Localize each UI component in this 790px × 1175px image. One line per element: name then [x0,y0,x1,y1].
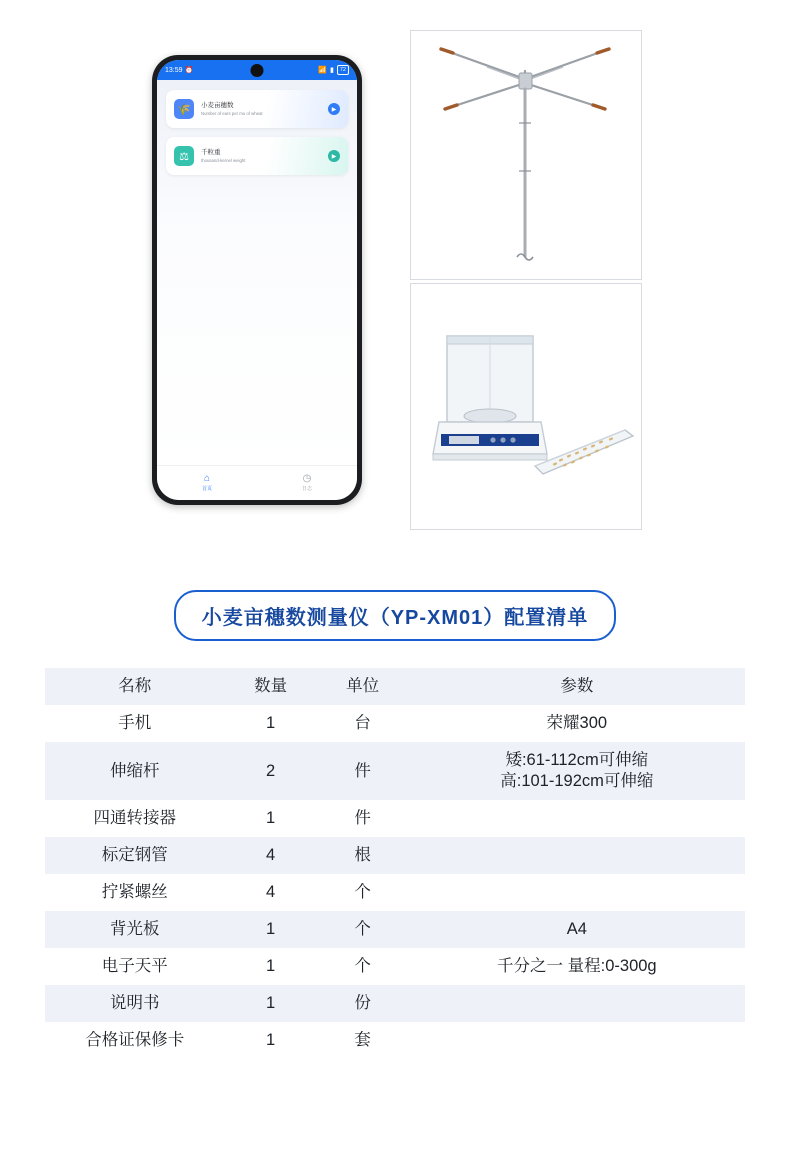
cell-unit: 根 [354,846,371,864]
header-param: 参数 [560,677,594,695]
header-unit: 单位 [346,677,380,695]
signal-icon: ▮ [330,67,334,74]
status-right-group [318,65,349,75]
header-qty: 数量 [254,677,288,695]
tab-log[interactable] [257,466,357,500]
cell-unit: 个 [354,957,371,975]
table-row [45,705,745,742]
home-icon: ⌂ [203,473,211,484]
card-title: 千粒重 [201,149,221,156]
cell-param: A4 [566,920,587,938]
phone-mockup [152,55,362,505]
cell-param: 荣耀300 [546,714,608,732]
wifi-icon: 📶 [318,67,328,74]
cell-qty: 1 [266,809,276,827]
cell-param [409,800,745,837]
cell-unit: 台 [354,714,371,732]
tab-home[interactable] [157,466,257,500]
battery-indicator: 72 [337,65,349,75]
phone-screen [157,60,357,500]
phone-tabbar [157,465,357,500]
alarm-icon: ⏰ [184,67,194,74]
product-image-area [0,0,790,560]
cell-name: 背光板 [110,920,160,938]
table-row [45,837,745,874]
card-subtitle: thousand-kernel weight [201,158,246,163]
cell-param [409,837,745,874]
arrow-right-icon[interactable]: ▶ [328,103,340,115]
electronic-balance-photo [410,283,642,530]
function-card-wheat-ears[interactable] [166,90,348,128]
telescopic-frame-drawing [411,31,639,277]
card-title: 小麦亩穗数 [201,102,234,109]
cell-unit: 份 [354,994,371,1012]
cell-param [409,985,745,1022]
cell-unit: 件 [354,809,371,827]
cell-name: 电子天平 [101,957,168,975]
cell-name: 合格证保修卡 [85,1031,185,1049]
cell-name: 四通转接器 [93,809,177,827]
tab-log-label: 日志 [301,486,312,492]
cell-name: 标定钢管 [101,846,168,864]
cell-unit: 套 [354,1031,371,1049]
phone-status-bar [157,60,357,80]
cell-qty: 1 [266,714,276,732]
cell-param: 千分之一 量程:0-300g [497,957,657,975]
cell-param [409,874,745,911]
card-subtitle: Number of ears per mu of wheat [201,111,263,116]
table-row [45,948,745,985]
table-header-row [45,668,745,705]
cell-qty: 1 [266,1031,276,1049]
cell-qty: 1 [266,920,276,938]
table-row [45,874,745,911]
cell-qty: 1 [266,957,276,975]
configuration-list [45,668,745,1059]
telescopic-frame-photo [410,30,642,280]
status-time: 13:59 [165,66,183,74]
cell-qty: 2 [266,761,276,780]
cell-name: 伸缩杆 [110,761,160,780]
cell-unit: 个 [354,883,371,901]
status-left-group [165,66,193,74]
cell-unit: 件 [354,761,371,780]
scale-icon: ⚖ [174,146,194,166]
camera-notch [251,64,264,77]
cell-name: 说明书 [110,994,160,1012]
table-row [45,985,745,1022]
table-row [45,1022,745,1059]
section-banner [0,585,790,645]
header-name: 名称 [118,677,152,695]
arrow-right-icon[interactable]: ▶ [328,150,340,162]
cell-qty: 4 [266,846,276,864]
cell-param-line1: 矮:61-112cm可伸缩 [505,751,649,769]
card-text-group [201,101,328,117]
table-row [45,742,745,800]
table-row [45,911,745,948]
wheat-icon: 🌾 [174,99,194,119]
cell-param-line2: 高:101-192cm可伸缩 [500,772,654,790]
cell-param [409,742,745,800]
tab-home-label: 首页 [201,486,212,492]
function-card-kernel-weight[interactable] [166,137,348,175]
cell-qty: 4 [266,883,276,901]
cell-unit: 个 [354,920,371,938]
card-text-group [201,148,328,164]
phone-body [152,55,362,505]
banner-title: 小麦亩穗数测量仪（YP-XM01）配置清单 [174,590,617,641]
table-row [45,800,745,837]
cell-name: 手机 [118,714,152,732]
cell-param [409,1022,745,1059]
electronic-balance-drawing [411,284,639,527]
cell-name: 拧紧螺丝 [101,883,168,901]
clock-icon: ◷ [302,473,312,484]
spec-table [45,668,745,1059]
app-content [157,80,357,465]
cell-qty: 1 [266,994,276,1012]
